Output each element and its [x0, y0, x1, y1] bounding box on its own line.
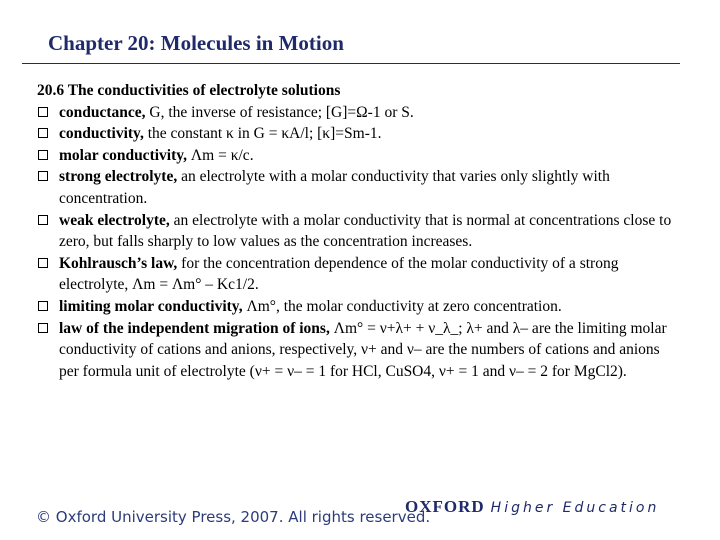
bullet-item: [37, 296, 677, 318]
bullet-list: [37, 102, 677, 383]
checkbox-bullet-icon: [38, 128, 48, 138]
copyright-notice: © Oxford University Press, 2007. All rights reserved.: [36, 508, 431, 526]
checkbox-bullet-icon: [38, 258, 48, 268]
section-heading: 20.6 The conductivities of electrolyte solutions: [37, 82, 341, 99]
checkbox-bullet-icon: [38, 323, 48, 333]
bullet-item: [37, 102, 677, 124]
higher-education-tagline: Higher Education: [490, 500, 660, 516]
bullet-term: conductance,: [59, 103, 146, 121]
publisher-logo: [405, 497, 659, 517]
checkbox-bullet-icon: [38, 107, 48, 117]
bullet-item: [37, 318, 677, 383]
bullet-text: Λm° = ν+λ+ + ν_λ_; λ+ and λ– are the limiting molar conductivity of cations and anions, respectively, ν+ and ν– are the numbers of cations and anions per formula unit of electrolyte (ν+ = ν– = 1 for HCl, CuSO4, ν+ = 1 and ν– = 2 for MgCl2).: [59, 319, 667, 380]
bullet-text: for the concentration dependence of the molar conductivity of a strong electrolyte, Λm = Λm° – Kc1/2.: [59, 254, 619, 294]
bullet-term: law of the independent migration of ions,: [59, 319, 330, 337]
checkbox-bullet-icon: [38, 301, 48, 311]
bullet-term: conductivity,: [59, 125, 144, 143]
slide-title: Chapter 20: Molecules in Motion: [48, 31, 344, 55]
bullet-item: [37, 253, 677, 296]
bullet-item: [37, 123, 677, 145]
bullet-text: Λm°, the molar conductivity at zero concentration.: [242, 297, 562, 315]
bullet-item: [37, 166, 677, 209]
bullet-term: molar conductivity,: [59, 146, 188, 164]
bullet-item: [37, 210, 677, 253]
oxford-wordmark: OXFORD: [405, 497, 485, 516]
checkbox-bullet-icon: [38, 215, 48, 225]
slide-body: [37, 80, 677, 382]
bullet-item: [37, 145, 677, 167]
bullet-text: G, the inverse of resistance; [G]=Ω-1 or S.: [145, 103, 414, 121]
bullet-text: an electrolyte with a molar conductivity that varies only slightly with concentration.: [59, 168, 610, 207]
checkbox-bullet-icon: [38, 150, 48, 160]
bullet-term: weak electrolyte,: [59, 211, 170, 229]
checkbox-bullet-icon: [38, 171, 48, 181]
bullet-term: strong electrolyte,: [59, 168, 178, 186]
bullet-term: Kohlrausch’s law,: [59, 254, 178, 272]
title-divider: [22, 63, 680, 64]
bullet-text: Λm = κ/c.: [187, 146, 254, 164]
bullet-text: the constant κ in G = κA/l; [κ]=Sm-1.: [143, 125, 382, 143]
bullet-text: an electrolyte with a molar conductivity that is normal at concentrations close to zero, but falls sharply to low values as the concentration increases.: [59, 211, 672, 251]
bullet-term: limiting molar conductivity,: [59, 297, 243, 315]
